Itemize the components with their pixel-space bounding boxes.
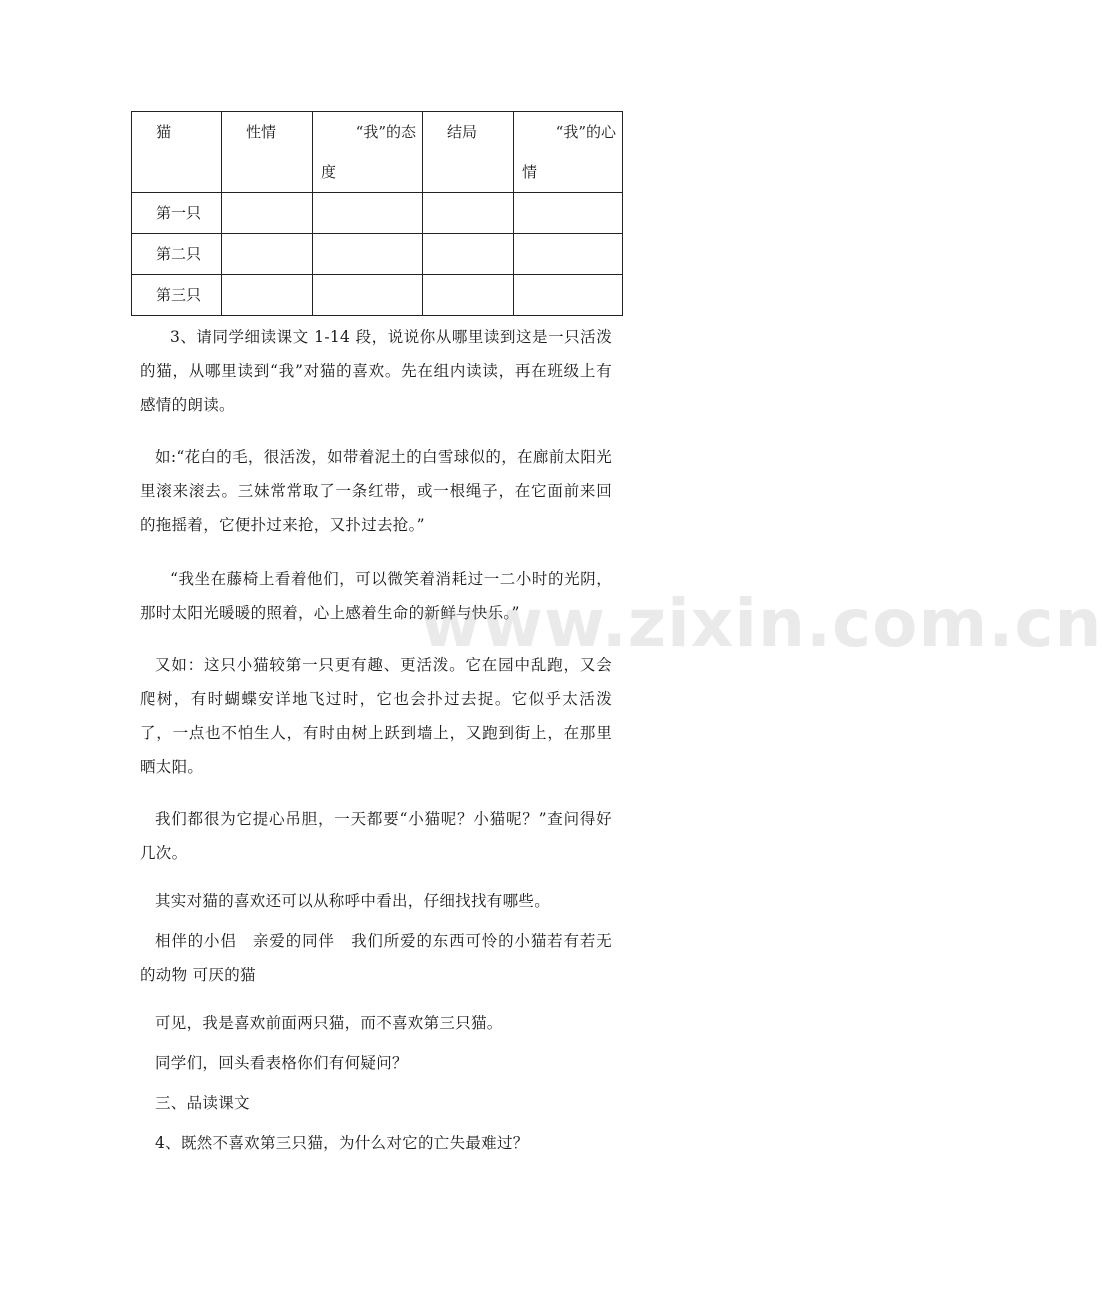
table-row <box>132 275 623 316</box>
table-row <box>132 193 623 234</box>
paragraph-quote: “我坐在藤椅上看着他们，可以微笑着消耗过一二小时的光阴，那时太阳光暖暖的照着，心上感着生命的新鲜与快乐。” <box>140 570 612 622</box>
row-label: 第三只 <box>132 275 222 316</box>
paragraph-names-hint: 其实对猫的喜欢还可以从称呼中看出，仔细找找有哪些。 <box>155 892 551 910</box>
cat-comparison-table <box>131 111 623 316</box>
table-cell <box>222 234 313 275</box>
paragraph-example-2: 又如：这只小猫较第一只更有趣、更活泼。它在园中乱跑，又会爬树，有时蝴蝶安详地飞过时，它也会扑过去捉。它似乎太活泼了，一点也不怕生人，有时由树上跃到墙上，又跑到街上，在那里晒太阳。 <box>140 656 612 776</box>
header-ending: 结局 <box>423 112 514 193</box>
paragraph-names-list: 相伴的小侣 亲爱的同伴 我们所爱的东西可怜的小猫若有若无的动物 可厌的猫 <box>140 932 612 984</box>
table-row <box>132 234 623 275</box>
table-cell <box>514 193 623 234</box>
paragraph-worry: 我们都很为它提心吊胆，一天都要“小猫呢？小猫呢？”查问得好几次。 <box>140 810 612 862</box>
header-my-mood-line2: 情 <box>522 163 538 181</box>
table-cell <box>423 234 514 275</box>
paragraph-question-table: 同学们，回头看表格你们有何疑问？ <box>155 1054 408 1072</box>
table-cell <box>423 275 514 316</box>
paragraph-question-3: 3、请同学细读课文 1-14 段，说说你从哪里读到这是一只活泼的猫，从哪里读到“我”对猫的喜欢。先在组内读读，再在班级上有感情的朗读。 <box>140 328 612 414</box>
row-label: 第二只 <box>132 234 222 275</box>
table-cell <box>514 275 623 316</box>
table-cell <box>313 234 423 275</box>
paragraph-conclusion: 可见，我是喜欢前面两只猫，而不喜欢第三只猫。 <box>155 1014 503 1032</box>
section-heading-3: 三、品读课文 <box>155 1094 250 1112</box>
table-cell <box>423 193 514 234</box>
paragraph-question-4: 4、既然不喜欢第三只猫，为什么对它的亡失最难过？ <box>155 1134 529 1152</box>
table-header-row <box>132 112 623 193</box>
header-my-attitude-line2: 度 <box>321 163 337 181</box>
header-my-attitude-line1: “我”的态 <box>355 123 416 141</box>
row-label: 第一只 <box>132 193 222 234</box>
paragraph-example-1: 如:“花白的毛，很活泼，如带着泥土的白雪球似的，在廊前太阳光里滚来滚去。三妹常常取了一条红带，或一根绳子，在它面前来回的拖摇着，它便扑过来抢，又扑过去抢。” <box>140 448 612 534</box>
header-temperament: 性情 <box>222 112 313 193</box>
watermark: www.zixin.com.cn <box>420 585 1102 662</box>
header-my-mood <box>514 112 623 193</box>
header-my-mood-line1: “我”的心 <box>555 123 616 141</box>
header-cat: 猫 <box>132 112 222 193</box>
table-cell <box>222 275 313 316</box>
table-cell <box>222 193 313 234</box>
table-cell <box>514 234 623 275</box>
table-cell <box>313 275 423 316</box>
header-my-attitude <box>313 112 423 193</box>
table-cell <box>313 193 423 234</box>
